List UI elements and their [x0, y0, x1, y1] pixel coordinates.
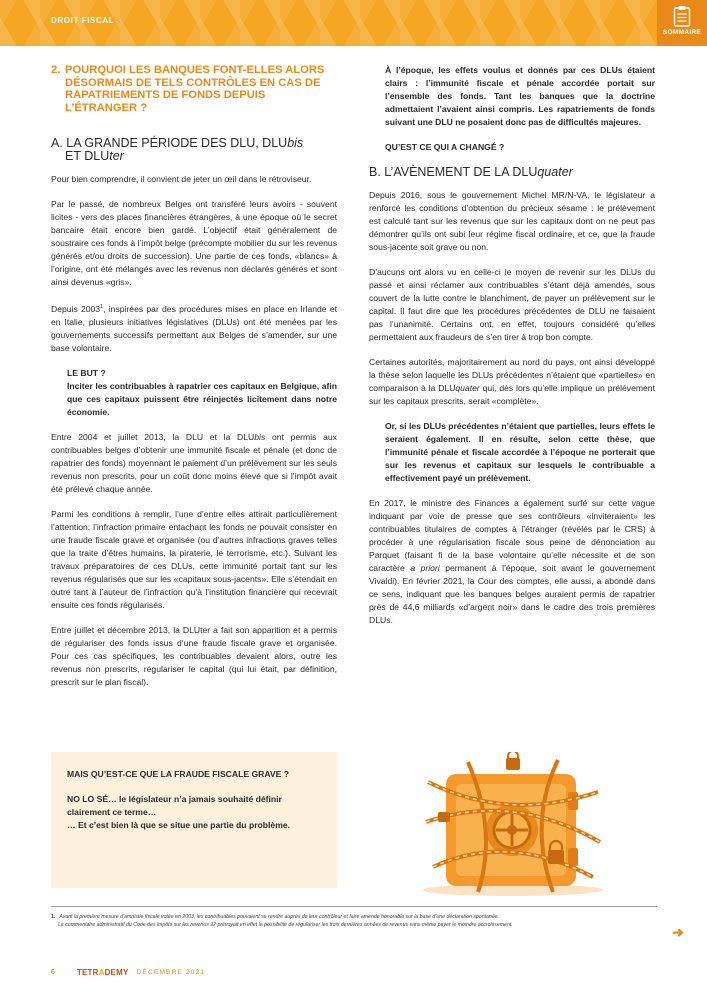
subheading-b-text: B. L’AVÈNEMENT DE LA DLU — [369, 165, 538, 179]
paragraph: Pour bien comprendre, il convient de jeter un œil dans le rétroviseur. — [51, 174, 312, 185]
thesis-quote: Or, si les DLUs précédentes n’étaient que partielles, leurs effets le seraient également. Il en résulte, selon cette thèse, que l’immunité pénale et fiscale accordée à l’époque ne porterait que sur les revenus et capitaux sur lesquels le contribuable a effectivement payé un prélèvement. — [385, 421, 655, 483]
paragraph: D’aucuns ont alors vu en celle-ci le moyen de revenir sur les DLUs du passé et ainsi réclamer aux contribuables s’étant déjà amendés, sous couvert de la lutte contre le blanchiment, de payer un prélèvement sur le capital. Il faut dire que les procédures précédentes de DLU ne faisaient pas l’unanimité. Certains ont, en effet, toujours considéré qu’elles permettaient aux fraudeurs de s’en tirer à trop bon compte. — [369, 267, 655, 342]
footnote-number: 1. — [51, 914, 56, 920]
paragraph-part: permanent à l’époque, soit avant le gouvernement Vivaldi). En février 2021, la Cour des comptes, elle aussi, a abondé dans ce sens, indiquant que les banques belges auraient permis de rapatrier près de 44,6 milliards «d’argent noir» dans le cadre des trois premières DLUs. — [369, 563, 655, 625]
footnote-line2: Le commentaire administratif du Code des impôts sur les revenus 92 prévoyait en effet la possibilité de régulariser les trois dernières années de revenus sans même payer le moindre accroissement. — [58, 922, 513, 928]
paragraph — [51, 431, 337, 496]
box-question: MAIS QU’EST-CE QUE LA FRAUDE FISCALE GRAVE ? — [67, 769, 290, 779]
paragraph: Depuis 2016, sous le gouvernement Michel MR/N-VA, le législateur a renforcé les conditions d’obtention du précieux sésame : le prélèvement est calculé tant sur les revenus que sur les capitaux dont on ne peut pas démontrer qu’ils ont subi leur régime fiscal ordinaire, et ce, que la fraude sous-jacente soit grave ou non. — [369, 190, 655, 252]
paragraph — [51, 301, 337, 355]
paragraph-part: qui, dès lors qu’elle implique un prélèvement sur les capitaux prescrits, serait «complète». — [369, 383, 655, 406]
page-header — [0, 0, 707, 46]
paragraph — [369, 497, 655, 627]
box-answer-2: … Et c’est bien là que se situe une partie du problème. — [67, 820, 291, 830]
paragraph-italic: bis — [254, 432, 266, 443]
paragraph-part: Entre 2004 et juillet 2013, la DLU et la DLU — [51, 432, 255, 443]
subheading-a-italic1: bis — [287, 136, 304, 151]
subheading-b-italic: quater — [537, 165, 573, 179]
paragraph-part: Depuis 2003 — [51, 304, 101, 315]
paragraph-part: , inspirées par des procédures mises en place en Irlande et en Italie, plusieurs initiatives législatives (DLUs) ont été menées par les gouvernements successifs permettant aux Belges de s’amender, sur une base volontaire. — [51, 304, 337, 354]
paragraph: Parmi les conditions à remplir, l’une d’entre elles attirait particulièrement l’attention: l’infraction primaire entachant les fonds ne pouvait consister en une fraude fiscale grave et organisée (ou d’autres infractions graves telles que la traite d’êtres humains, la piraterie, le terrorisme, etc.). Suivant les travaux préparatoires de ces DLUs, cette immunité portait tant sur les revenus régularisés que sur les «capitaux sous-jacents». Elle s’étendait en outre tant à l’auteur de l’infraction qu’à l’institution financière qui recevrait ensuite ces fonds régularisés. — [51, 509, 337, 611]
subheading-a — [51, 137, 337, 163]
subheading-a-line2-text: ET DLU — [65, 149, 110, 164]
right-column — [369, 64, 655, 627]
paragraph: Par le passé, de nombreux Belges ont transféré leurs avoirs - souvent licites - vers des places financières étrangères, à une époque où le secret bancaire était encore bien gardé. L’objectif était généralement de soustraire ces fonds à l’impôt belge (précompte mobilier du sur les revenus générés et/ou droits de succession). Une partie de ces fonds, «blancs» à l’origine, ont été mélangés avec les revenus non déclarés générés et sont ainsi devenus «gris». — [51, 199, 337, 288]
footnote-ref[interactable]: 1 — [100, 304, 104, 311]
page-footer — [51, 965, 205, 979]
paragraph-italic: a priori — [410, 563, 440, 573]
subheading-a-line2 — [51, 150, 337, 163]
paragraph-italic: quater — [455, 383, 480, 393]
page-number: 6 — [51, 968, 55, 976]
footnote — [51, 913, 661, 929]
subheading-a-italic2: ter — [109, 149, 124, 164]
subheading-b — [369, 166, 655, 179]
goal-callout-text: Inciter les contribuables à rapatrier ces capitaux en Belgique, afin que ces capitaux puissent être réinjectés licitement dans notre économie. — [67, 381, 337, 418]
sommaire-label: SOMMAIRE — [662, 29, 702, 36]
section-heading-text: POURQUOI LES BANQUES FONT-ELLES ALORS DÉSORMAIS DE TELS CONTRÔLES EN CAS DE RAPATRIEMENTS DE FONDS DEPUIS L’ÉTRANGER ? — [65, 64, 325, 114]
sommaire-button[interactable] — [657, 0, 707, 46]
footnote-line1: Avant la première mesure d’amnistie fiscale votée en 2003, les contribuables pouvaient se rendre auprès de leur contrôleur et faire amende honorable sur la base d’une déclaration spontanée. — [59, 914, 499, 920]
goal-callout — [51, 367, 337, 419]
section-title: DROIT FISCAL — [51, 16, 115, 25]
paragraph-part: ont permis aux contribuables belges d’obtenir une immunité fiscale et pénale (et donc de rapatrier des fonds) moyennant le paiement d’un prélèvement sur les seuls revenus non prescrits, pour un coût donc moins élevé que si l’impôt avait été prélevé chaque année. — [51, 432, 337, 495]
what-changed-question: QU’EST CE QUI A CHANGÉ ? — [385, 142, 505, 152]
section-heading-number: 2. — [51, 64, 61, 76]
brand-part: A — [98, 967, 105, 977]
footnote-divider — [51, 906, 657, 907]
fraud-question-box — [51, 752, 337, 888]
brand-part: TETR — [76, 967, 99, 977]
paragraph-part: Certaines autorités, majoritairement au nord du pays, ont ainsi développé la thèse selon laquelle les DLUs précédentes n’étaient que «partielles» en comparaison à la DLU — [369, 357, 655, 393]
next-page-arrow-icon[interactable]: ➜ — [672, 924, 684, 940]
brand-logo — [77, 968, 129, 977]
paragraph-part: En 2017, le ministre des Finances a également surfé sur cette vague indiquant par voie de presse que ses contrôleurs «inviteraient» les contribuables titulaires de comptes à l’étranger (révélés par le CRS) à procéder à une régularisation fiscale sous peine de dénonciation au Parquet (faisant fi de la base volontaire qu’elle nécessite et de son caractère — [369, 498, 655, 573]
chained-safe-illustration — [408, 752, 618, 897]
issue-date: DÉCEMBRE 2021 — [136, 968, 206, 976]
intro-bold-paragraph: À l’époque, les effets voulus et donnés par ces DLUs étaient clairs : l’immunité fiscale et pénale accordée portait sur l’ensemble des fonds. Tant les banques que la doctrine admettaient l’avaient ainsi compris. Les rapatriements de fonds suivant une DLU ne posaient donc pas de difficultés majeures. — [385, 65, 655, 127]
paragraph: Entre juillet et décembre 2013, la DLUter a fait son apparition et a permis de régulariser des fonds issus d’une fraude fiscale grave et organisée. Pour ces cas spécifiques, les contribuables devaient alors, outre les revenus non prescrits, régulariser le capital (qui lui était, par définition, prescrit sur le plan fiscal). — [51, 625, 337, 688]
left-column — [51, 64, 337, 689]
section-heading — [51, 64, 337, 114]
clipboard-icon — [673, 5, 691, 27]
subheading-a-line1: A. LA GRANDE PÉRIODE DES DLU, DLU — [51, 136, 288, 151]
goal-callout-label: LE BUT ? — [67, 368, 106, 379]
box-answer-1: NO LO SÉ… le législateur n’a jamais souhaité définir clairement ce terme… — [67, 794, 282, 817]
paragraph — [369, 356, 655, 408]
brand-part: DEMY — [104, 967, 129, 977]
